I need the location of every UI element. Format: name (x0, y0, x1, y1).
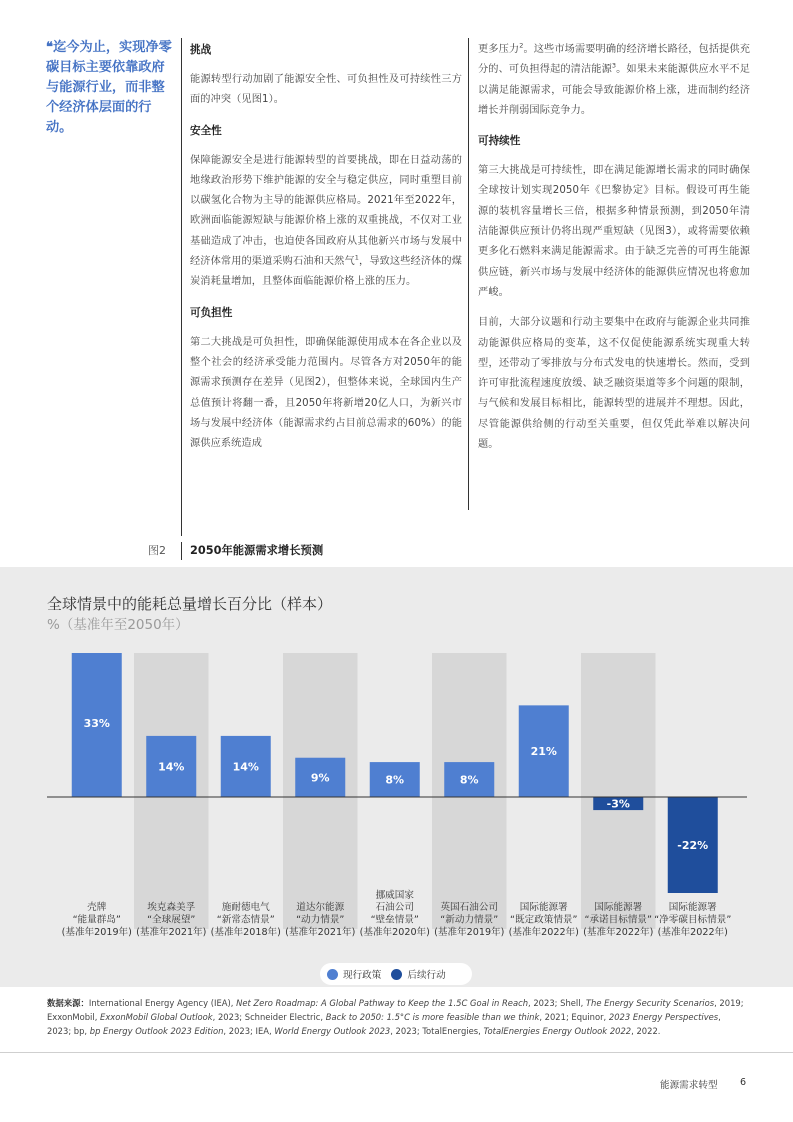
source-text (47, 998, 744, 1036)
footer-divider (0, 1052, 793, 1053)
category-label: “壁垒情景” (370, 914, 419, 926)
column-divider-middle (468, 38, 469, 510)
category-label: (基准年2022年) (508, 927, 579, 938)
paragraph-continued: 更多压力$^2$。这些市场需要明确的经济增长路径，包括提供充分的、可负担得起的清洁能源$^3$。如果未来能源供应水平不足以满足能源需求，可能会导致能源价格上涨，进而制约经济增长并削弱国际竞争力。 (478, 41, 751, 116)
legend-label-future: 后续行动 (407, 970, 446, 981)
heading-security: 安全性 (190, 124, 222, 137)
category-label: (基准年2019年) (434, 927, 505, 938)
category-label: (基准年2022年) (657, 927, 728, 938)
heading-sustainability: 可持续性 (478, 135, 521, 148)
legend-swatch-current (327, 969, 338, 980)
source-segment: The Energy Security Scenarios (585, 998, 715, 1008)
source-segment: bp Energy Outlook 2023 Edition (89, 1026, 224, 1036)
paragraph-affordability: 第二大挑战是可负担性，即确保能源使用成本在各企业以及整个社会的经济承受能力范围内。尽管各方对2050年的能源需求预测存在差异（见图2），但整体来说，全球国内生产总值预计将翻一番，且2050年将新增20亿人口，为新兴市场与发展中经济体（能源需求约占目前总需求的60%）的能源供应系统造成 (190, 336, 462, 450)
chart-subtitle: %（基准年至2050年） (47, 617, 189, 633)
category-label: (基准年2022年) (583, 927, 654, 938)
figure-label: 图2 (148, 544, 166, 557)
page-number: 6 (740, 1077, 747, 1088)
heading-challenge: 挑战 (190, 44, 212, 56)
bar-value-label: 9% (310, 771, 330, 785)
quote-mark-icon: ❝ (46, 40, 54, 55)
source-segment: , 2023; bp, (47, 1012, 721, 1036)
category-label: 国际能源署 (668, 902, 717, 914)
category-label: 英国石油公司 (440, 902, 499, 914)
source-segment: , 2021; Equinor, (539, 1012, 609, 1022)
source-segment: 2023 Energy Perspectives (608, 1012, 719, 1022)
source-segment: ExxonMobil Global Outlook (100, 1012, 213, 1022)
source-segment: , 2023; Shell, (528, 998, 586, 1008)
heading-affordability: 可负担性 (190, 306, 233, 319)
category-label: 挪威国家 (375, 889, 414, 901)
bar-value-label: 21% (530, 745, 557, 759)
source-segment: , 2022. (631, 1026, 661, 1036)
bar-value-label: -22% (677, 839, 709, 852)
data-source (47, 996, 747, 1038)
category-band (581, 653, 656, 929)
paragraph-sustainability: 第三大挑战是可持续性，即在满足能源增长需求的同时确保全球按计划实现2050年《巴黎协定》目标。假设可再生能源的装机容量增长三倍，根据多种情景预测，到2050年清洁能源供应预计仍将出现严重短缺（见图3），或将需要依赖更多化石燃料来满足能源需求。由于缺乏完善的可再生能源供应链，新兴市场与发展中经济体的能源供应情况也将愈加严峻。 (478, 165, 750, 298)
bar-value-label: 8% (385, 773, 405, 787)
category-label: “净零碳目标情景” (654, 914, 732, 926)
source-segment: World Energy Outlook 2023 (274, 1026, 391, 1036)
bar-value-label: 14% (232, 760, 259, 774)
category-label: “既定政策情景” (509, 914, 578, 926)
category-label: “动力情景” (296, 914, 345, 926)
category-label: 道达尔能源 (296, 902, 345, 914)
legend-label-current: 现行政策 (343, 970, 382, 981)
category-label: 壳牌 (87, 902, 107, 914)
category-label: (基准年2018年) (210, 927, 281, 938)
source-segment: , 2023; Schneider Electric, (212, 1012, 326, 1022)
bar-value-label: 8% (459, 773, 479, 787)
category-label: 国际能源署 (594, 902, 643, 914)
source-segment: Back to 2050: 1.5°C is more feasible than we think (325, 1012, 540, 1022)
category-label: “新动力情景” (440, 914, 499, 926)
legend-item-future (391, 967, 445, 981)
chart-panel (0, 567, 793, 987)
column-divider-figure (181, 542, 182, 560)
category-label: “能量群岛” (72, 914, 121, 926)
pull-quote-text: 迄今为止，实现净零碳目标主要依靠政府与能源行业，而非整个经济体层面的行动。 (46, 40, 172, 135)
bar-chart (0, 567, 793, 987)
source-segment: , 2023; IEA, (223, 1026, 275, 1036)
bar-value-label: -3% (606, 797, 630, 811)
category-label: (基准年2021年) (136, 927, 207, 938)
chart-title: 全球情景中的能耗总量增长百分比（样本） (47, 595, 333, 613)
bar-value-label: 33% (83, 717, 110, 730)
legend-item-current (327, 967, 381, 981)
source-segment: International Energy Agency (IEA), (88, 998, 237, 1008)
category-label: 埃克森美孚 (147, 902, 196, 914)
category-label: 国际能源署 (519, 902, 568, 914)
source-label: 数据来源： (47, 998, 89, 1008)
paragraph-current-status: 目前，大部分议题和行动主要集中在政府与能源企业共同推动能源供应格局的变革，这不仅促使能源系统实现重大转型，还带动了零排放与分布式发电的快速增长。然而，受到许可审批流程速度放缓、缺乏融资渠道等多个问题的限制，与气候和发展目标相比，能源转型的进展并不理想。因此，尽管能源供给侧的行动至关重要，但仅凭此举难以解决问题。 (478, 317, 750, 451)
text-column-1 (190, 40, 462, 464)
category-label: (基准年2021年) (285, 927, 356, 938)
category-label: (基准年2019年) (61, 927, 132, 938)
paragraph-security: 保障能源安全是进行能源转型的首要挑战，即在日益动荡的地缘政治形势下维护能源的安全与稳定供应，同时重塑目前以碳氢化合物为主导的能源供应格局。2021年至2022年，欧洲面临能源短缺与能源价格上涨的双重挑战，不仅对工业基础造成了冲击，也迫使各国政府从其他新兴市场与发展中经济体常用的渠道采购石油和天然气$^1$，导致这些经济体的煤炭消耗量增加，且整体面临能源价格上涨的压力。 (190, 154, 462, 288)
bar-value-label: 14% (158, 760, 185, 774)
source-segment: Net Zero Roadmap: A Global Pathway to Keep the 1.5C Goal in Reach (236, 998, 529, 1008)
category-label: “新常态情景” (216, 914, 275, 926)
legend-swatch-future (391, 969, 402, 980)
category-label: “承诺目标情景” (584, 914, 653, 926)
paragraph-intro: 能源转型行动加剧了能源安全性、可负担性及可持续性三方面的冲突（见图1）。 (190, 74, 462, 106)
source-segment: , 2023; TotalEnergies, (390, 1026, 484, 1036)
source-segment: , 2019; ExxonMobil, (47, 998, 744, 1022)
figure-title: 2050年能源需求增长预测 (190, 544, 324, 557)
pull-quote (46, 38, 174, 138)
category-label: “全球展望” (147, 914, 196, 926)
text-column-2 (478, 40, 750, 465)
column-divider-left (181, 38, 182, 536)
footer-section: 能源需求转型 (660, 1080, 718, 1091)
category-label: 石油公司 (375, 902, 414, 914)
category-label: 施耐德电气 (221, 902, 270, 914)
chart-legend (320, 963, 472, 985)
source-segment: TotalEnergies Energy Outlook 2022 (483, 1026, 632, 1036)
category-label: (基准年2020年) (359, 927, 430, 938)
